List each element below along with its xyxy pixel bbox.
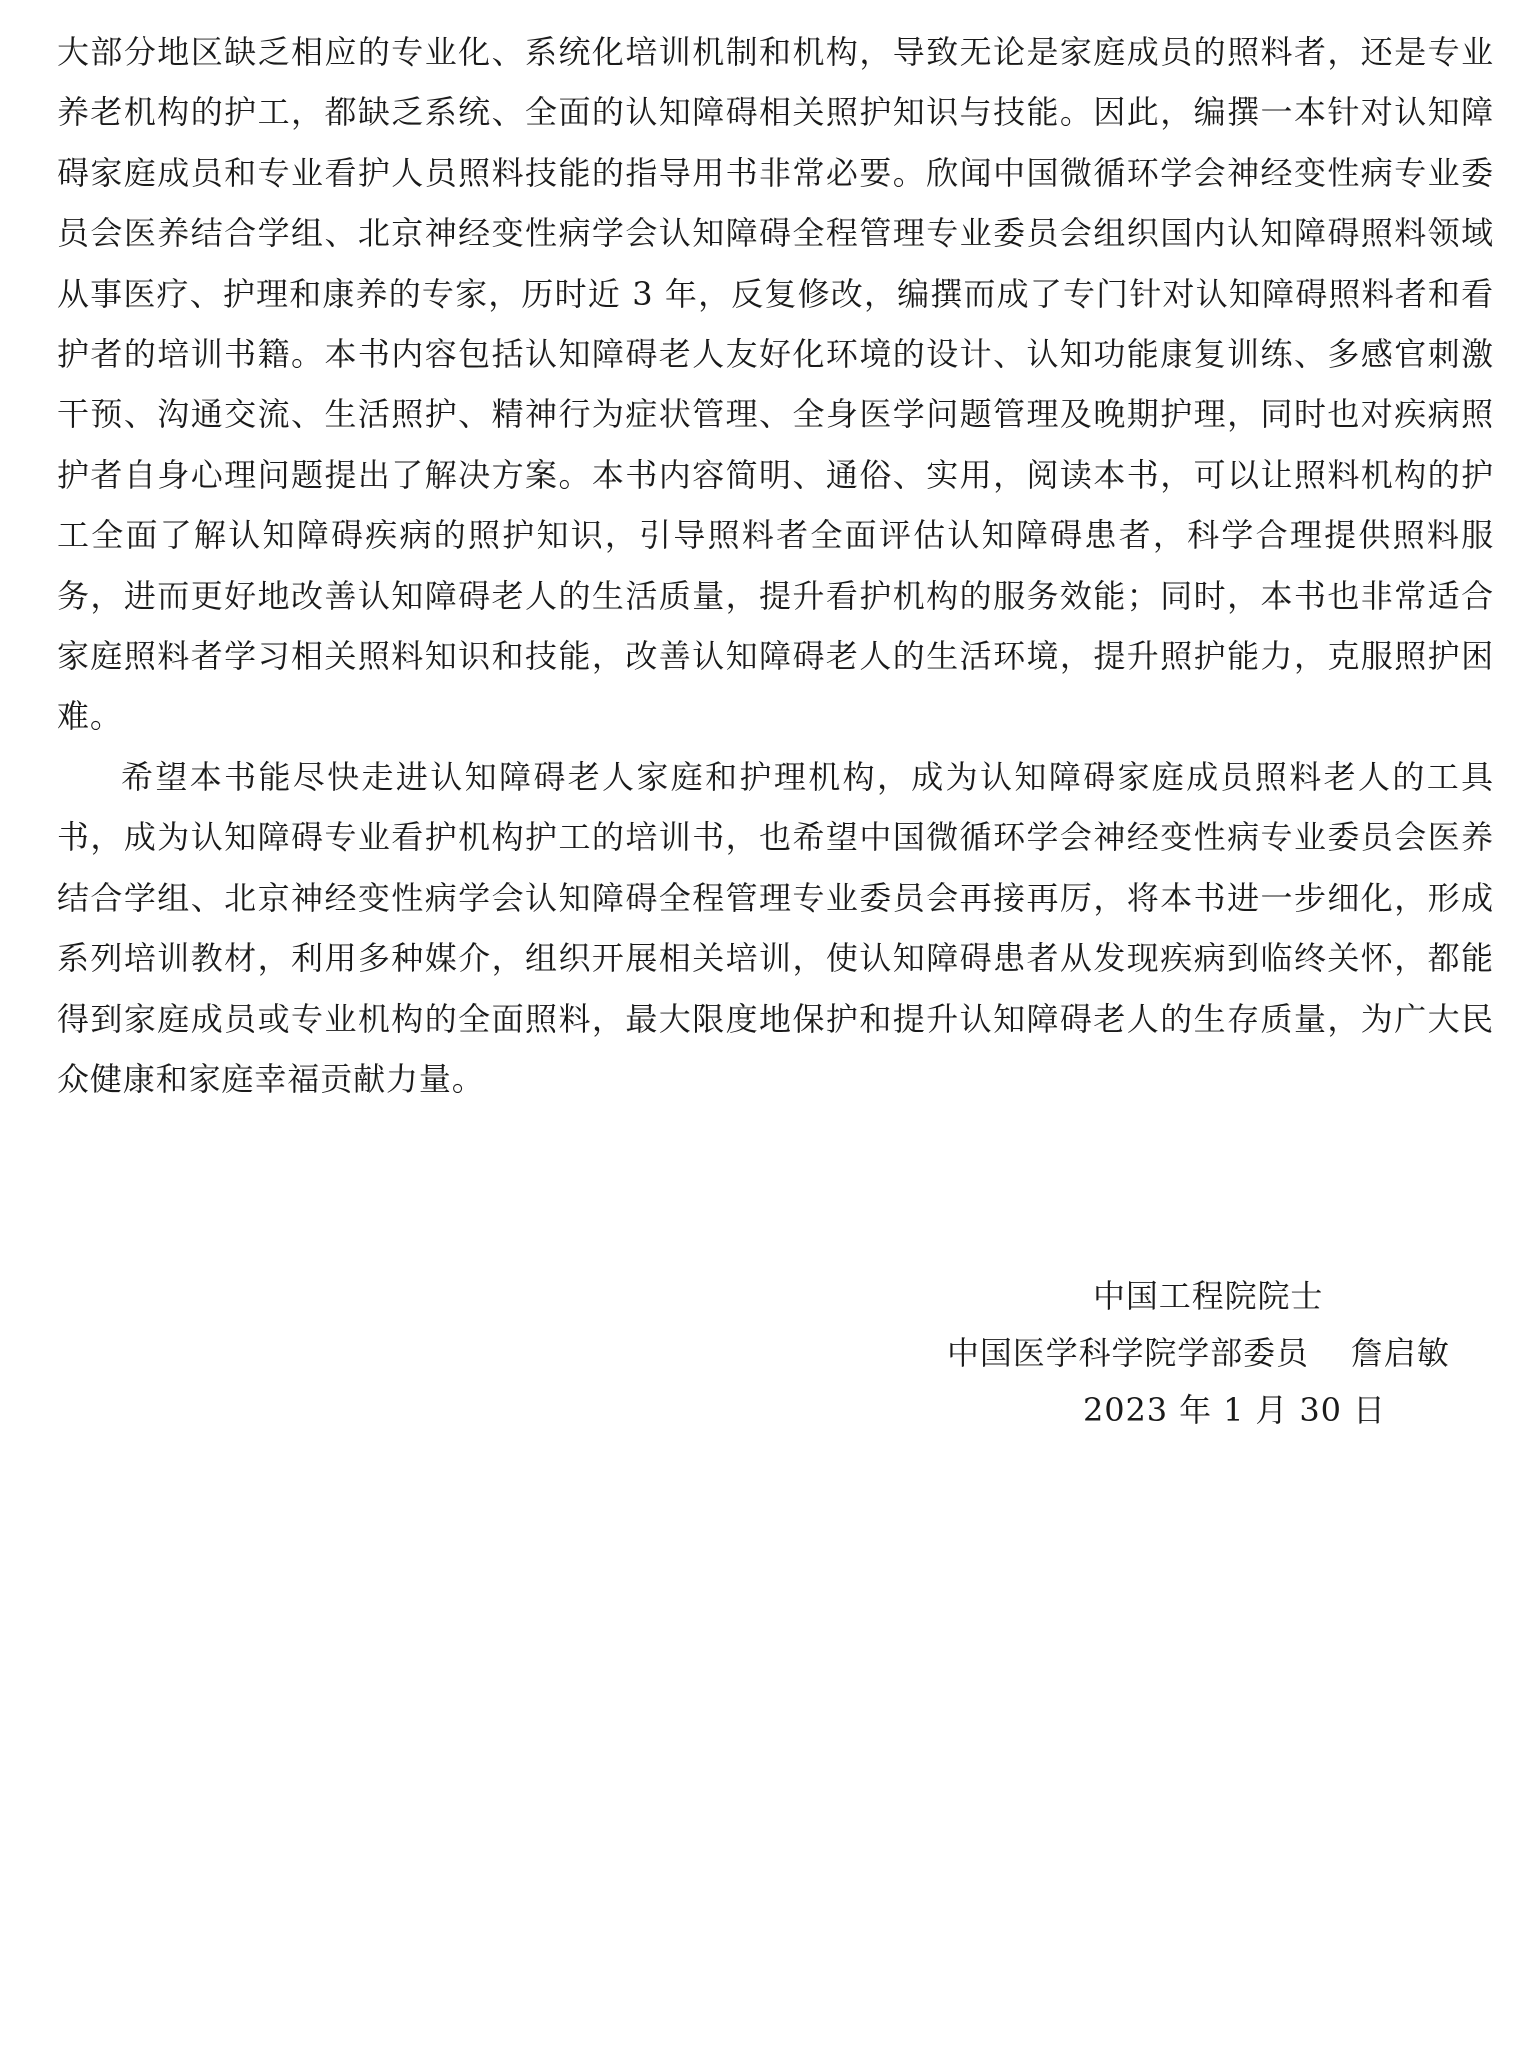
document-page [57, 22, 1494, 1429]
body-paragraph-2: 希望本书能尽快走进认知障碍老人家庭和护理机构，成为认知障碍家庭成员照料老人的工具书，成为认知障碍专业看护机构护工的培训书，也希望中国微循环学会神经变性病专业委员会医养结合学组、北京神经变性病学会认知障碍全程管理专业委员会再接再厉，将本书进一步细化，形成系列培训教材，利用多种媒介，组织开展相关培训，使认知障碍患者从发现疾病到临终关怀，都能得到家庭成员或专业机构的全面照料，最大限度地保护和提升认知障碍老人的生存质量，为广大民众健康和家庭幸福贡献力量。 [57, 757, 1494, 1098]
signature-title-line [947, 1325, 1450, 1382]
signature-name: 詹启敏 [1350, 1334, 1450, 1372]
signature-title-member: 中国医学科学院学部委员 [947, 1334, 1309, 1372]
signature-date: 2023 年 1 月 30 日 [1083, 1391, 1386, 1429]
signature-title-academician: 中国工程院院士 [1093, 1277, 1324, 1315]
body-paragraph-1: 大部分地区缺乏相应的专业化、系统化培训机制和机构，导致无论是家庭成员的照料者，还是专业养老机构的护工，都缺乏系统、全面的认知障碍相关照护知识与技能。因此，编撰一本针对认知障碍家庭成员和专业看护人员照料技能的指导用书非常必要。欣闻中国微循环学会神经变性病专业委员会医养结合学组、北京神经变性病学会认知障碍全程管理专业委员会组织国内认知障碍照料领域从事医疗、护理和康养的专家，历时近 3 年，反复修改，编撰而成了专门针对认知障碍照料者和看护者的培训书籍。本书内容包括认知障碍老人友好化环境的设计、认知功能康复训练、多感官刺激干预、沟通交流、生活照护、精神行为症状管理、全身医学问题管理及晚期护理，同时也对疾病照护者自身心理问题提出了解决方案。本书内容简明、通俗、实用，阅读本书，可以让照料机构的护工全面了解认知障碍疾病的照护知识，引导照料者全面评估认知障碍患者，科学合理提供照料服务，进而更好地改善认知障碍老人的生活质量，提升看护机构的服务效能；同时，本书也非常适合家庭照料者学习相关照料知识和技能，改善认知障碍老人的生活环境，提升照护能力，克服照护困难。 [57, 33, 1494, 736]
